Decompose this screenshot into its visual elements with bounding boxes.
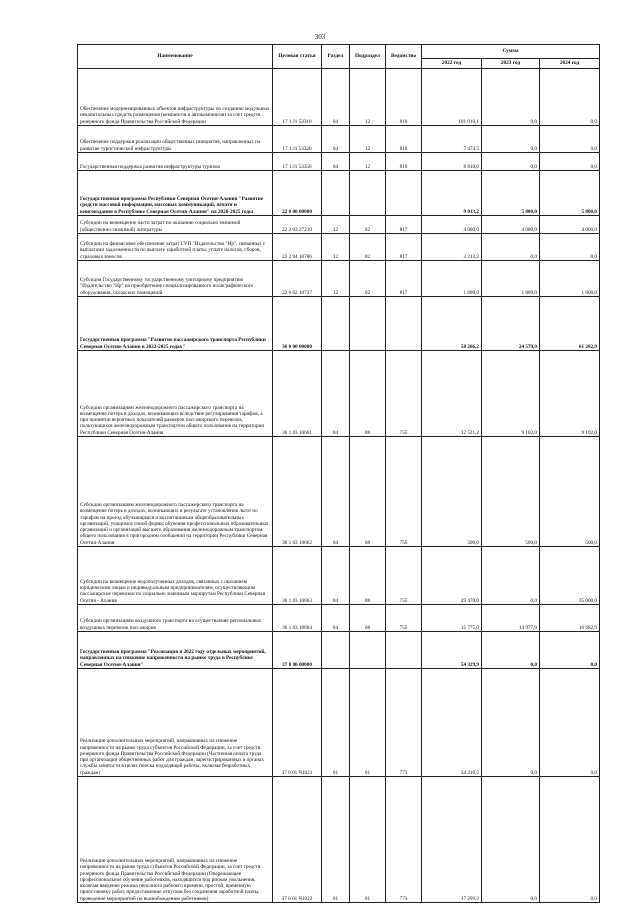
row-name: Государственная поддержка развития инфраструктуры туризма: [78, 153, 273, 171]
row-dept: 810: [386, 69, 422, 126]
row-value-2024: 61 282,9: [540, 297, 600, 351]
row-name: Государственная программа "Реализация в 2022 году отдельных мероприятий, направленных на снижение напряженности на рынке труда в Республике Северная Осетия-Алания": [78, 632, 273, 669]
row-value-2024: 0,0: [540, 777, 600, 903]
row-section: [322, 171, 350, 216]
row-value-2023: 0,0: [482, 153, 540, 171]
row-value-2023: 0,0: [482, 234, 540, 261]
table-row: [78, 437, 600, 547]
row-value-2022: 9 013,2: [422, 171, 482, 216]
page-number: 303: [314, 33, 326, 41]
row-section: 04: [322, 437, 350, 547]
header-2022: 2022 год: [422, 59, 482, 69]
row-name: Реализация дополнительных мероприятий, направленных на снижение напряженности на рынке труда субъектов Российской Федерации, за счет средств резервного фонда Правительства Российской Федерации (Частичная оплата труда при организации общественных работ для граждан, зарегистрированных в органах службы занятости в целях поиска подходящей работы, включая безработных граждан): [78, 669, 273, 777]
table-row: [78, 777, 600, 903]
table-row: [78, 261, 600, 297]
table-row: [78, 171, 600, 216]
row-subsection: [350, 632, 386, 669]
table-row: [78, 297, 600, 351]
row-name: Субсидии организациям железнодорожного пассажирского транспорта на возмещение потерь в доходах, возникающих в результате установления льгот по тарифам на проезд обучающимся и воспитанникам общеобразовательных организаций, учащимся очной формы обучения профессиональных образовательных организаций и организаций высшего образования железнодорожным транспортом общего пользования в пригородном сообщении на территории Республики Северная Осетия-Алания: [78, 437, 273, 547]
row-value-2024: 4 000,0: [540, 216, 600, 234]
row-value-2024: 16 682,9: [540, 605, 600, 632]
row-section: 01: [322, 777, 350, 903]
header-dept: Ведомство: [386, 45, 422, 69]
row-value-2022: 4 000,0: [422, 216, 482, 234]
row-dept: [386, 297, 422, 351]
row-dept: 810: [386, 153, 422, 171]
row-value-2023: 14 977,9: [482, 605, 540, 632]
row-value-2023: 0,0: [482, 669, 540, 777]
row-value-2022: 7 474,5: [422, 126, 482, 153]
row-value-2022: 3 213,2: [422, 234, 482, 261]
row-dept: 817: [386, 216, 422, 234]
row-section: 04: [322, 153, 350, 171]
row-target: 36 1 03 10662: [273, 437, 322, 547]
row-value-2024: 0,0: [540, 632, 600, 669]
row-name: Реализация дополнительных мероприятий, направленных на снижение напряженности на рынке труда субъектов Российской Федерации, за счет средств резервного фонда Правительства Российской Федерации (Опережающее профессиональное обучение работников, находящихся под риском увольнения, включая введение режима неполного рабочего времени, простой, временную приостановку работ, предоставление отпусков без сохранения заработной платы, проведение мероприятий по высвобождению работников): [78, 777, 273, 903]
row-target: 22 2 04 10706: [273, 234, 322, 261]
row-target: 37 0 01 Ч1022: [273, 777, 322, 903]
row-target: 37 0 01 Ч1021: [273, 669, 322, 777]
row-subsection: 02: [350, 234, 386, 261]
row-section: 12: [322, 261, 350, 297]
row-value-2023: 4 000,0: [482, 216, 540, 234]
row-value-2024: 0,0: [540, 126, 600, 153]
row-subsection: 02: [350, 216, 386, 234]
row-dept: 755: [386, 351, 422, 437]
row-name: Субсидии на финансовое обеспечение затрат ГУП "Издательство "Ир", связанных с выплатами задолженности по выплате заработной платы, уплате налогов, сборов, страховых взносов: [78, 234, 273, 261]
row-subsection: 01: [350, 669, 386, 777]
row-value-2022: 58 266,2: [422, 297, 482, 351]
row-name: Субсидия Государственному государственному унитарному предприятию "Издательство "Ир" на приобретение специализированного полиграфического оборудования, складских помещений: [78, 261, 273, 297]
row-dept: 755: [386, 437, 422, 547]
row-value-2024: 500,0: [540, 437, 600, 547]
row-section: 12: [322, 234, 350, 261]
table-row: [78, 632, 600, 669]
table-row: [78, 126, 600, 153]
row-value-2022: 8 810,0: [422, 153, 482, 171]
row-name: Субсидии организациям железнодорожного пассажирского транспорта на возмещение потерь в доходах, возникающих вследствие регулирования тарифов, а при принятии вероятных показателей размеров пассажирского перевозок, пользующихся железнодорожным транспортом общего пользования на территории Республики Северная Осетия-Алания: [78, 351, 273, 437]
row-subsection: 01: [350, 777, 386, 903]
row-dept: [386, 632, 422, 669]
row-name: Субсидии на возмещение недополученных доходов, связанных с оказанием юридическим лицам и индивидуальным предпринимателям, осуществляющим пассажирские перевозки по социально значимым маршрутам Республики Северная Осетия - Алания: [78, 547, 273, 605]
row-name: Субсидии организациям воздушного транспорта на осуществление региональных воздушных перевозок пассажиров: [78, 605, 273, 632]
row-name: Субсидии на возмещение части затрат по оказанию социально значимой (общественно-значимой) литературы: [78, 216, 273, 234]
row-dept: 755: [386, 547, 422, 605]
row-target: 36 1 03 10661: [273, 351, 322, 437]
table-row: [78, 234, 600, 261]
row-value-2022: 29 470,0: [422, 547, 482, 605]
header-2023: 2023 год: [482, 59, 540, 69]
row-value-2022: 15 775,0: [422, 605, 482, 632]
budget-table: [77, 44, 600, 903]
row-subsection: 08: [350, 437, 386, 547]
row-dept: [386, 171, 422, 216]
row-value-2024: 0,0: [540, 69, 600, 126]
row-target: 17 1 J1 53310: [273, 69, 322, 126]
row-name: Государственная программа Республики Северная Осетия-Алания "Развитие средств массовой информации, массовых коммуникаций, печати и книгоиздания в Республике Северная Осетия-Алания" на 2020-2025 годы: [78, 171, 273, 216]
row-value-2023: 9 102,0: [482, 351, 540, 437]
row-section: [322, 297, 350, 351]
row-section: 04: [322, 547, 350, 605]
row-value-2024: 0,0: [540, 153, 600, 171]
table-row: [78, 153, 600, 171]
table-row: [78, 351, 600, 437]
row-subsection: 12: [350, 69, 386, 126]
row-section: 04: [322, 69, 350, 126]
row-section: [322, 632, 350, 669]
row-subsection: 08: [350, 547, 386, 605]
row-target: 17 1 J1 53320: [273, 126, 322, 153]
row-target: 36 1 03 10663: [273, 547, 322, 605]
row-value-2023: 5 800,0: [482, 171, 540, 216]
row-value-2024: 0,0: [540, 669, 600, 777]
row-value-2022: 12 521,2: [422, 351, 482, 437]
row-value-2024: 5 800,0: [540, 171, 600, 216]
row-value-2022: 54 329,9: [422, 632, 482, 669]
row-section: 04: [322, 351, 350, 437]
row-section: 04: [322, 126, 350, 153]
row-value-2023: 1 800,0: [482, 261, 540, 297]
header-sum: Сумма: [422, 45, 600, 59]
row-dept: 817: [386, 261, 422, 297]
row-subsection: 12: [350, 126, 386, 153]
row-subsection: 08: [350, 605, 386, 632]
table-row: [78, 547, 600, 605]
row-value-2023: 0,0: [482, 69, 540, 126]
table-row: [78, 69, 600, 126]
row-target: 36 0 00 00000: [273, 297, 322, 351]
row-target: 22 6 02 10727: [273, 261, 322, 297]
row-subsection: 02: [350, 261, 386, 297]
row-value-2023: 0,0: [482, 632, 540, 669]
row-value-2023: 0,0: [482, 126, 540, 153]
table-body: [78, 69, 600, 903]
row-target: 17 1 J1 53350: [273, 153, 322, 171]
row-name: Государственная программа "Развитие пассажирского транспорта Республики Северная Осетия-Алания в 2022-2025 годах": [78, 297, 273, 351]
row-value-2024: 0,0: [540, 234, 600, 261]
table-row: [78, 669, 600, 777]
row-section: 04: [322, 605, 350, 632]
row-target: 37 0 00 00000: [273, 632, 322, 669]
row-dept: 810: [386, 126, 422, 153]
header-target: Целевая статья: [273, 45, 322, 69]
row-value-2024: 35 000,0: [540, 547, 600, 605]
row-name: Обеспечение поддержки реализации общественных инициатив, направленных на развитие туристической инфраструктуры: [78, 126, 273, 153]
row-target: 22 2 03 27210: [273, 216, 322, 234]
row-value-2022: 1 800,0: [422, 261, 482, 297]
header-subsection: Подраздел: [350, 45, 386, 69]
row-name: Обеспечение модернизированных объектов инфраструктуры по созданию модульных некапитальных средств размещения (кемпингов и автокемпингов) за счет средств резервного фонда Правительства Российской Федерации: [78, 69, 273, 126]
row-value-2024: 9 102,0: [540, 351, 600, 437]
row-section: 12: [322, 216, 350, 234]
row-value-2022: 17 299,2: [422, 777, 482, 903]
row-value-2023: 24 579,9: [482, 297, 540, 351]
row-target: 36 1 03 10664: [273, 605, 322, 632]
row-value-2022: 101 010,1: [422, 69, 482, 126]
row-dept: 817: [386, 234, 422, 261]
table-row: [78, 605, 600, 632]
header-name: Наименование: [78, 45, 273, 69]
row-section: 01: [322, 669, 350, 777]
row-subsection: 12: [350, 153, 386, 171]
header-2024: 2024 год: [540, 59, 600, 69]
row-value-2023: 0,0: [482, 777, 540, 903]
row-dept: 755: [386, 605, 422, 632]
row-subsection: 08: [350, 351, 386, 437]
row-value-2022: 500,0: [422, 437, 482, 547]
table-row: [78, 216, 600, 234]
row-dept: 773: [386, 669, 422, 777]
row-target: 22 0 00 00000: [273, 171, 322, 216]
row-dept: 773: [386, 777, 422, 903]
header-section: Раздел: [322, 45, 350, 69]
row-subsection: [350, 171, 386, 216]
row-value-2022: 34 210,5: [422, 669, 482, 777]
row-value-2023: 0,0: [482, 547, 540, 605]
row-subsection: [350, 297, 386, 351]
row-value-2023: 500,0: [482, 437, 540, 547]
row-value-2024: 1 800,0: [540, 261, 600, 297]
